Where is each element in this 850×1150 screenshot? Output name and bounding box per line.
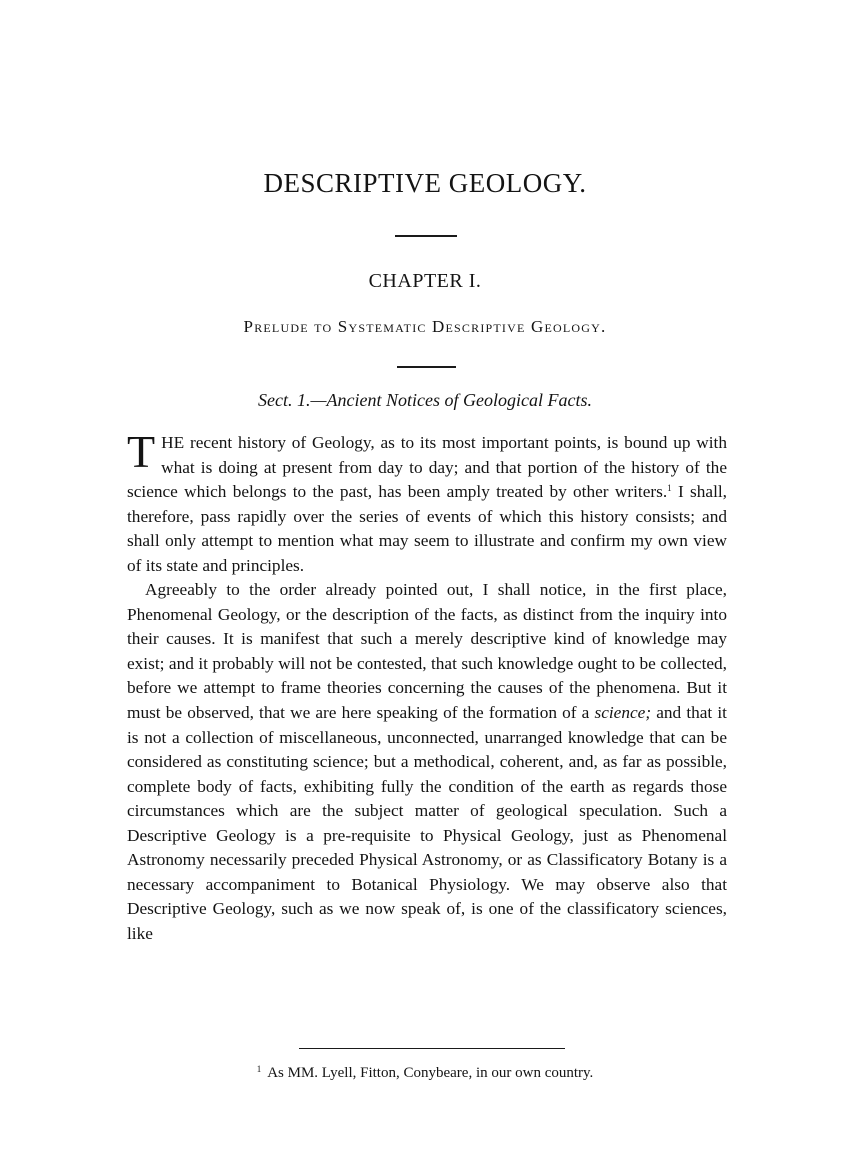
- section-title: Ancient Notices of Geological Facts.: [326, 390, 592, 410]
- chapter-heading: CHAPTER I.: [368, 270, 482, 292]
- section-prefix: Sect. 1.—: [258, 390, 327, 410]
- footnote-reference[interactable]: 1: [667, 483, 672, 494]
- paragraph-2-italic: science;: [594, 703, 652, 723]
- paragraph-1-text-b: I shall, therefore, pass rapidly over the series of events of which this history consists; and shall only attempt to mention what may seem to illustrate and confirm my own view of its state and principles.: [127, 482, 727, 575]
- paragraph-2-text-b: and that it is not a collection of miscellaneous, unconnected, unarranged knowledge that can be considered as constituting science; but a methodical, coherent, and, as far as possible, complete body of facts, exhibiting fully the condition of the earth as regards those circumstances which are the subject matter of geological speculation. Such a Descriptive Geology is a pre-requisite to Physical Geology, just as Phenomenal Astronomy necessarily preceded Physical Astronomy, or as Classificatory Botany is a necessary accompaniment to Botanical Physiology. We may observe also that Descriptive Geology, such as we now speak of, is one of the classificatory sciences, like: [127, 703, 727, 943]
- paragraph-1-text-a: recent history of Geology, as to its most important points, is bound up with what is doing at present from day to day; and that portion of the history of the science which belongs to the past, has been amply treated by other writers.: [127, 433, 727, 502]
- footnote: [0, 1065, 850, 1082]
- footnote-divider: [299, 1048, 565, 1049]
- title-divider: [395, 235, 457, 237]
- drop-cap: T: [127, 426, 156, 477]
- chapter-divider: [397, 366, 456, 368]
- footnote-text: As MM. Lyell, Fitton, Conybeare, in our own country.: [267, 1065, 594, 1081]
- page-title: DESCRIPTIVE GEOLOGY.: [263, 168, 587, 198]
- section-heading: [0, 390, 850, 411]
- paragraph-1: [127, 426, 727, 578]
- footnote-marker: 1: [256, 1064, 262, 1074]
- paragraph-2-text-a: Agreeably to the order already pointed out, I shall notice, in the first place, Phenomenal Geology, or the description of the facts, as distinct from the inquiry into their causes. It is manifest that such a merely descriptive kind of knowledge may exist; and it probably will not be contested, that such knowledge ought to be collected, before we attempt to frame theories concerning the causes of the phenomena. But it must be observed, that we are here speaking of the formation of a: [127, 580, 727, 723]
- chapter-subtitle: Prelude to Systematic Descriptive Geology.: [243, 317, 607, 336]
- dropcap-rest: HE: [161, 433, 185, 452]
- paragraph-2: [127, 578, 727, 946]
- body-text: [127, 426, 727, 946]
